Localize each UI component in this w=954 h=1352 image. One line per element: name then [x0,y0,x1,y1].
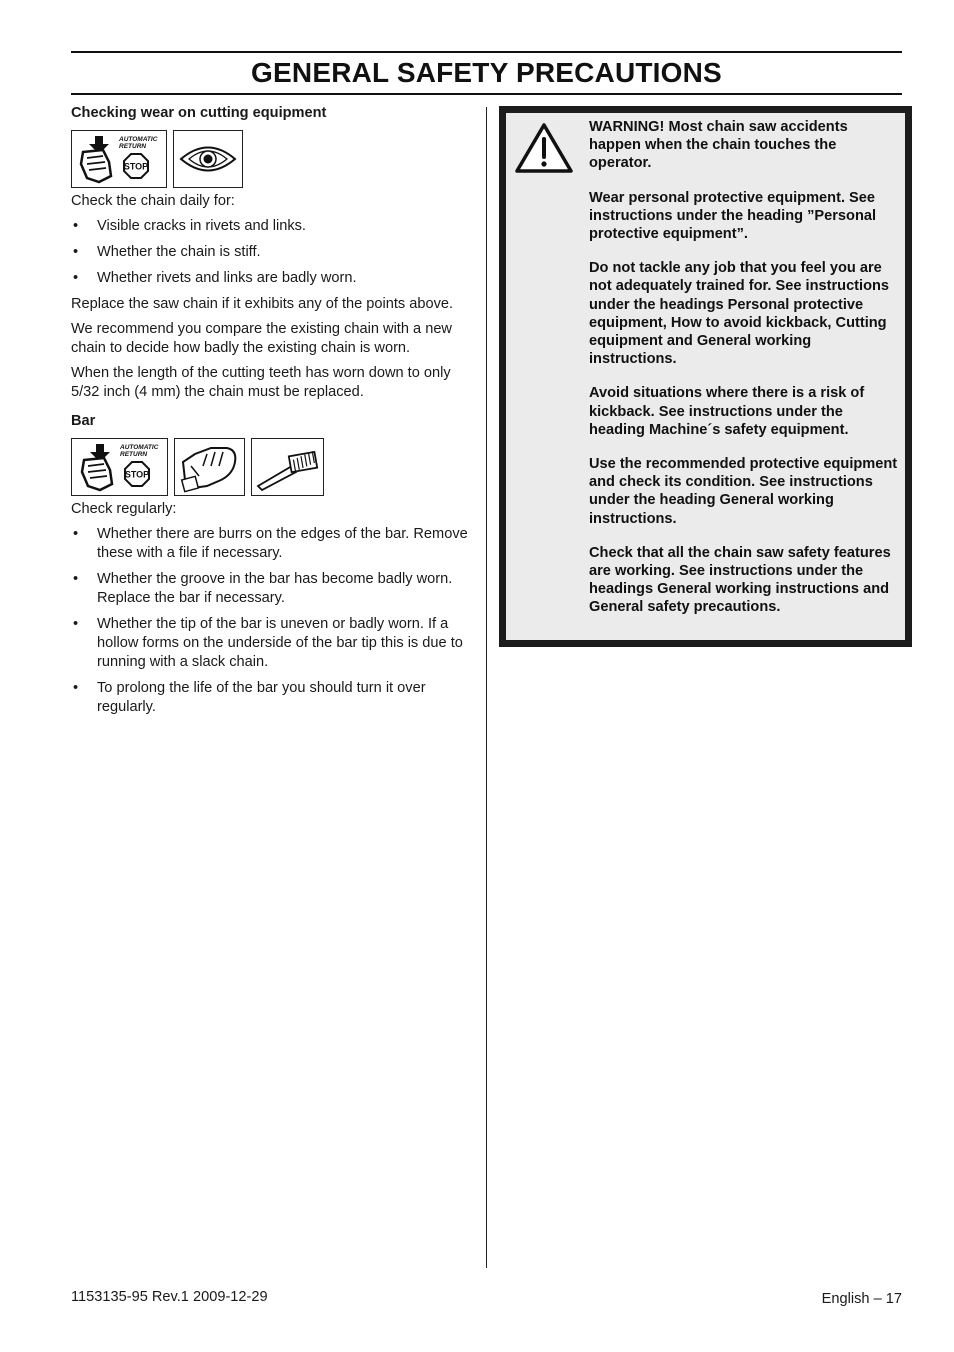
warning-text [589,118,900,633]
automatic-return-stop-icon [71,130,167,188]
warning-triangle-icon [514,121,574,180]
paragraph-teeth-length: When the length of the cutting teeth has worn down to only 5/32 inch (4 mm) the chain must be replaced. [71,365,451,400]
section-heading-bar: Bar [71,413,96,429]
check-chain-intro: Check the chain daily for: [71,193,235,209]
glove-icon [174,438,245,496]
svg-text:AUTOMATIC: AUTOMATIC [119,136,158,143]
list-item: • Whether the tip of the bar is uneven or badly worn. If a hollow forms on the underside of the bar tip this is due to running with a slack chain. [71,615,473,672]
svg-text:AUTOMATIC: AUTOMATIC [119,444,158,451]
header-rule-bottom [71,93,902,95]
warning-paragraph: Do not tackle any job that you feel you are not adequately trained for. See instructions under the headings Personal protective equipment, How to avoid kickback, Cutting equipment and General working instructions. [589,260,890,368]
chain-check-list [71,217,473,288]
paragraph-compare-chain: We recommend you compare the existing chain with a new chain to decide how badly the existing chain is worn. [71,321,452,356]
header-rule-top [71,51,902,53]
page-title: GENERAL SAFETY PRECAUTIONS [251,57,722,88]
section-heading-cutting-equipment: Checking wear on cutting equipment [71,105,327,121]
list-item: • Visible cracks in rivets and links. [71,217,473,236]
list-item: • To prolong the life of the bar you should turn it over regularly. [71,679,473,717]
column-divider [486,107,487,1268]
left-column [71,104,473,724]
bar-check-list [71,525,473,717]
warning-paragraph: WARNING! Most chain saw accidents happen when the chain touches the operator. [589,119,848,172]
list-item: • Whether rivets and links are badly worn. [71,269,473,288]
icon-row-cutting-equipment [71,130,473,188]
eye-icon [173,130,243,188]
check-bar-intro: Check regularly: [71,501,177,517]
svg-text:RETURN: RETURN [119,451,147,458]
file-icon [251,438,324,496]
svg-text:STOP: STOP [124,469,149,480]
list-item: • Whether the groove in the bar has become badly worn. Replace the bar if necessary. [71,570,473,608]
list-item: • Whether the chain is stiff. [71,243,473,262]
list-item: • Whether there are burrs on the edges of the bar. Remove these with a file if necessary. [71,525,473,563]
warning-paragraph: Avoid situations where there is a risk of kickback. See instructions under the heading Machine´s safety equipment. [589,385,865,438]
footer-page-number: English – 17 [821,1291,902,1307]
paragraph-replace-chain: Replace the saw chain if it exhibits any of the points above. [71,296,454,312]
warning-paragraph: Wear personal protective equipment. See instructions under the heading ”Personal protective equipment”. [589,189,877,243]
footer-doc-ref: 1153135-95 Rev.1 2009-12-29 [71,1289,268,1305]
svg-text:RETURN: RETURN [119,143,147,150]
icon-row-bar [71,438,473,496]
warning-paragraph: Check that all the chain saw safety features are working. See instructions under the headings General working instructions and General safety precautions. [589,544,891,616]
automatic-return-stop-icon [71,438,168,496]
warning-box [499,106,912,647]
warning-paragraph: Use the recommended protective equipment and check its condition. See instructions under the heading General working instructions. [589,456,898,527]
svg-text:STOP: STOP [123,161,149,172]
